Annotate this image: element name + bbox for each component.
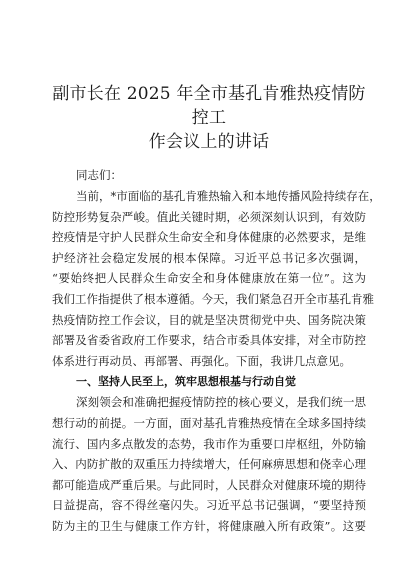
- text-line: 护经济社会稳定发展的根本保障。习近平总书记多次强调，: [52, 250, 366, 265]
- text-line: 部署及省委省政府工作要求，结合市委具体安排，对全市防控: [52, 333, 366, 348]
- section-heading: 一、坚持人民至上，筑牢思想根基与行动自觉: [76, 375, 296, 389]
- text-line: 防为主的卫生与健康工作方针，将健康融入所有政策”。这要: [52, 518, 366, 533]
- text-line: 当前，*市面临的基孔肯雅热输入和本地传播风险持续存在，: [76, 189, 381, 203]
- text-line: 流行、国内多点散发的态势，我市作为重要口岸枢纽，外防输: [52, 436, 366, 451]
- text-line: 入、内防扩散的双重压力持续增大，任何麻痹思想和侥幸心理: [52, 457, 366, 472]
- salutation: 同志们：: [76, 168, 122, 182]
- text-line: 想行动的前提。一方面，面对基孔肯雅热疫情在全球多国持续: [52, 415, 366, 430]
- text-line: 深刻领会和准确把握疫情防控的核心要义，是我们统一思: [76, 395, 366, 410]
- text-line: 我们工作指提供了根本遵循。今天，我们紧急召开全市基孔肯雅: [52, 291, 374, 306]
- paragraph-section-1: [52, 392, 366, 536]
- text-line: 日益提高，容不得丝毫闪失。习近平总书记强调，“要坚持预: [52, 498, 366, 513]
- text-line: 都可能造成严重后果。与此同时，人民群众对健康环境的期待: [52, 477, 366, 492]
- title-line: 作会议上的讲话: [148, 132, 270, 152]
- text-line: 防控形势复杂严峻。值此关键时期，必须深刻认识到，有效防: [52, 209, 366, 224]
- text-line: “要始终把人民群众生命安全和身体健康放在第一位”。这为: [52, 271, 366, 286]
- title-line: 副市长在 2025 年全市基孔肯雅热疫情防控工: [52, 84, 366, 128]
- text-line: 控疫情是守护人民群众生命安全和身体健康的必然要求，是维: [52, 230, 366, 245]
- paragraph-intro: [52, 186, 381, 371]
- text-line: 体系进行再动员、再部署、再强化。下面，我讲几点意见。: [52, 353, 351, 368]
- text-line: 热疫情防控工作会议，目的就是坚决贯彻党中央、国务院决策: [52, 312, 366, 327]
- document-title: [52, 82, 366, 154]
